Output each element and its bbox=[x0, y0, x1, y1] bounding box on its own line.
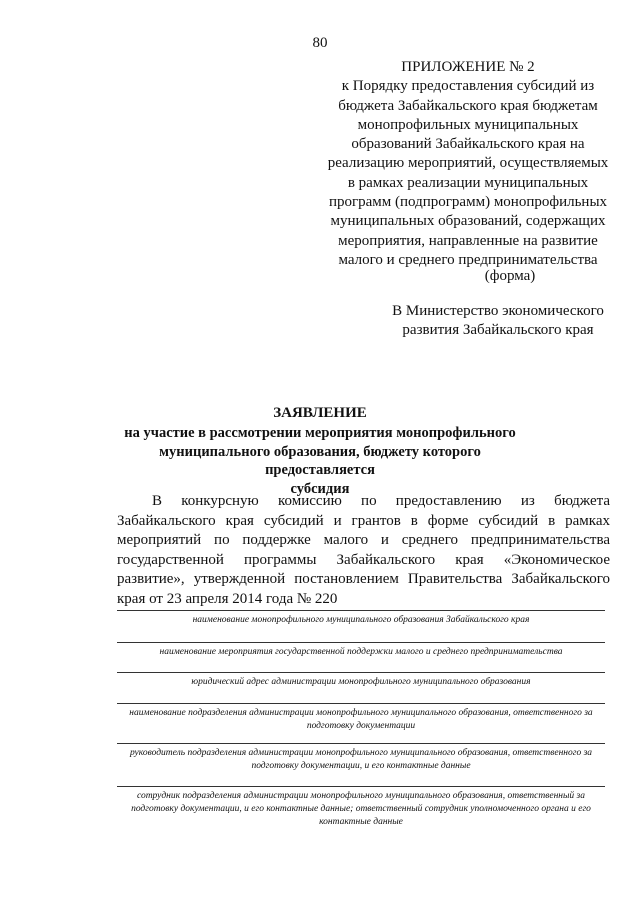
appendix-line: в рамках реализации муниципальных bbox=[347, 174, 589, 191]
appendix-line: бюджета Забайкальского края бюджетам bbox=[338, 97, 598, 114]
field-caption: сотрудник подразделения администрации монопрофильного муниципального образования, ответственный за подготовку документации, и его контактные данные; ответственный сотрудник уполномоченного органа и его контактные данные bbox=[131, 791, 591, 827]
appendix-header bbox=[318, 58, 618, 270]
appendix-line: муниципальных образований, содержащих bbox=[330, 213, 606, 230]
document-subtitle bbox=[118, 424, 522, 498]
subtitle-line: на участие в рассмотрении мероприятия монопрофильного bbox=[124, 425, 516, 441]
appendix-line: к Порядку предоставления субсидий из bbox=[341, 78, 595, 95]
subtitle-line: субсидия bbox=[290, 480, 350, 497]
form-field-department-head[interactable] bbox=[117, 743, 605, 773]
form-field-measure[interactable] bbox=[117, 642, 605, 659]
field-caption: наименование монопрофильного муниципального образования Забайкальского края bbox=[192, 615, 530, 625]
fill-line bbox=[117, 642, 605, 643]
fill-line bbox=[117, 610, 605, 611]
field-caption: наименование подразделения администрации монопрофильного муниципального образования, ответственного за подготовку документации bbox=[129, 708, 593, 731]
form-field-responsible-employee[interactable] bbox=[117, 786, 605, 829]
appendix-line: монопрофильных муниципальных bbox=[357, 116, 579, 133]
form-label: (форма) bbox=[484, 268, 536, 284]
form-field-department[interactable] bbox=[117, 703, 605, 733]
appendix-line: малого и среднего предпринимательства bbox=[338, 251, 598, 268]
form-field-municipality[interactable] bbox=[117, 610, 605, 627]
appendix-line: программ (подпрограмм) монопрофильных bbox=[328, 194, 608, 211]
field-caption: руководитель подразделения администрации монопрофильного муниципального образования, ответственного за подготовку документации, и его контактные данные bbox=[129, 748, 593, 771]
fill-line bbox=[117, 703, 605, 704]
field-caption: наименование мероприятия государственной поддержки малого и среднего предпринимательства bbox=[159, 647, 563, 657]
page-number: 80 bbox=[312, 35, 328, 51]
appendix-title: ПРИЛОЖЕНИЕ № 2 bbox=[401, 59, 535, 75]
subtitle-line: муниципального образования, бюджету которого предоставляется bbox=[159, 443, 481, 478]
document-title: ЗАЯВЛЕНИЕ bbox=[273, 405, 367, 421]
body-paragraph: В конкурсную комиссию по предоставлению из бюджета Забайкальского края субсидий и грантов в форме субсидий в рамках мероприятий по поддержке малого и среднего предпринимательства государственной программы Забайкальского края «Экономическое развитие», утвержденной постановлением Правительства Забайкальского края от 23 апреля 2014 года № 220 bbox=[117, 493, 610, 607]
field-caption: юридический адрес администрации монопрофильного муниципального образования bbox=[191, 677, 531, 687]
form-field-legal-address[interactable] bbox=[117, 672, 605, 689]
addressee-line: развития Забайкальского края bbox=[402, 322, 594, 338]
appendix-line: мероприятия, направленные на развитие bbox=[338, 232, 598, 249]
fill-line bbox=[117, 743, 605, 744]
addressee-line: В Министерство экономического bbox=[392, 303, 604, 319]
fill-line bbox=[117, 786, 605, 787]
appendix-line: образований Забайкальского края на bbox=[351, 136, 585, 153]
fill-line bbox=[117, 672, 605, 673]
appendix-line: реализацию мероприятий, осуществляемых bbox=[327, 155, 609, 172]
addressee bbox=[378, 302, 618, 340]
